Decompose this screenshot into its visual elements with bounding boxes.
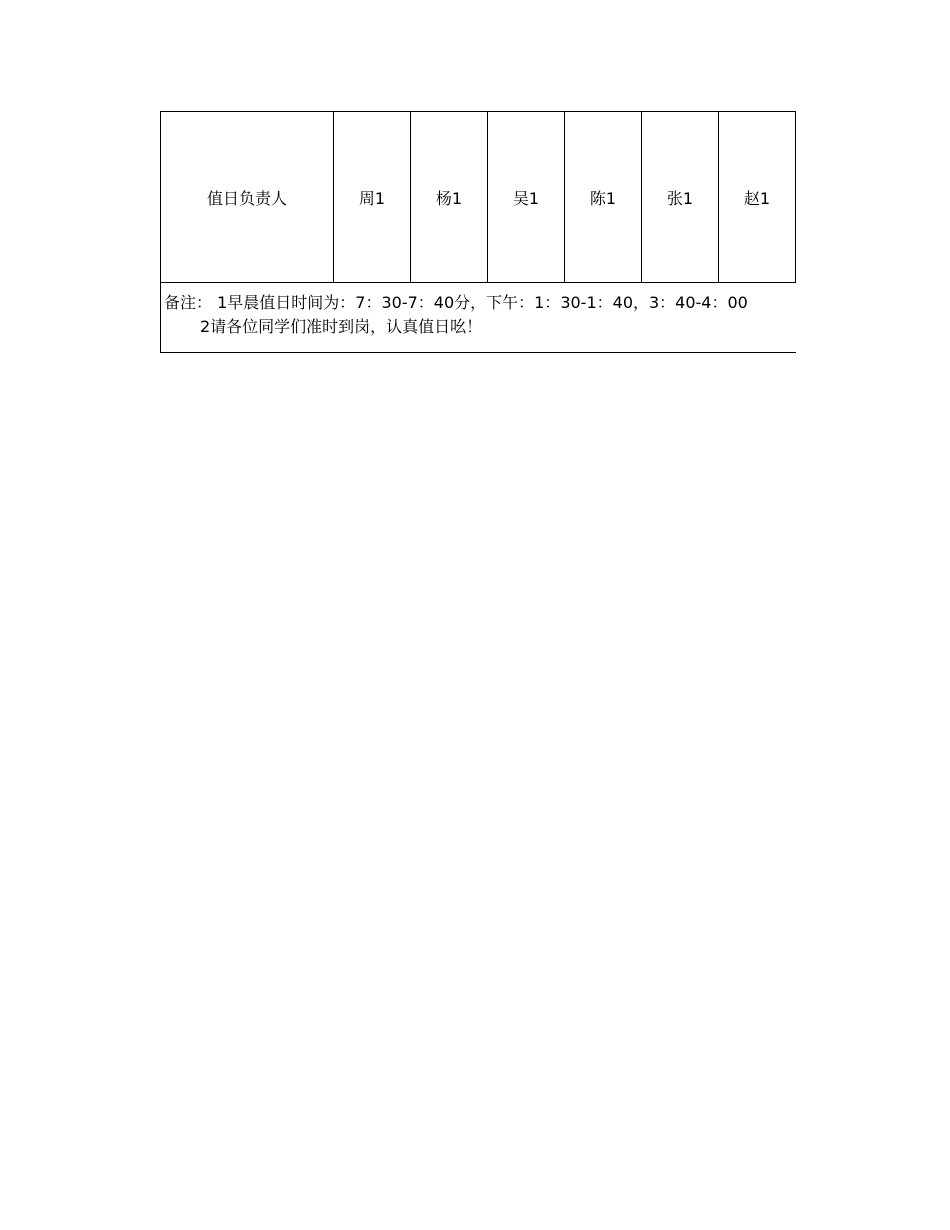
note-row <box>161 283 796 353</box>
name-cell-1: 周1 <box>334 112 411 283</box>
duty-table <box>160 111 796 353</box>
duty-row <box>161 112 796 283</box>
note-text-1: 1早晨值日时间为：7：30-7：40分，下午：1：30-1：40，3：40-4：00 <box>217 293 748 312</box>
name-cell-5: 张1 <box>642 112 719 283</box>
note-line-1 <box>164 291 796 315</box>
duty-label-cell: 值日负责人 <box>161 112 334 283</box>
name-cell-3: 吴1 <box>488 112 565 283</box>
name-cell-4: 陈1 <box>565 112 642 283</box>
note-line-2: 2请各位同学们准时到岗，认真值日吆！ <box>200 317 483 336</box>
name-cell-6: 赵1 <box>719 112 796 283</box>
note-prefix: 备注： <box>164 293 213 312</box>
note-cell <box>161 283 796 353</box>
name-cell-2: 杨1 <box>411 112 488 283</box>
